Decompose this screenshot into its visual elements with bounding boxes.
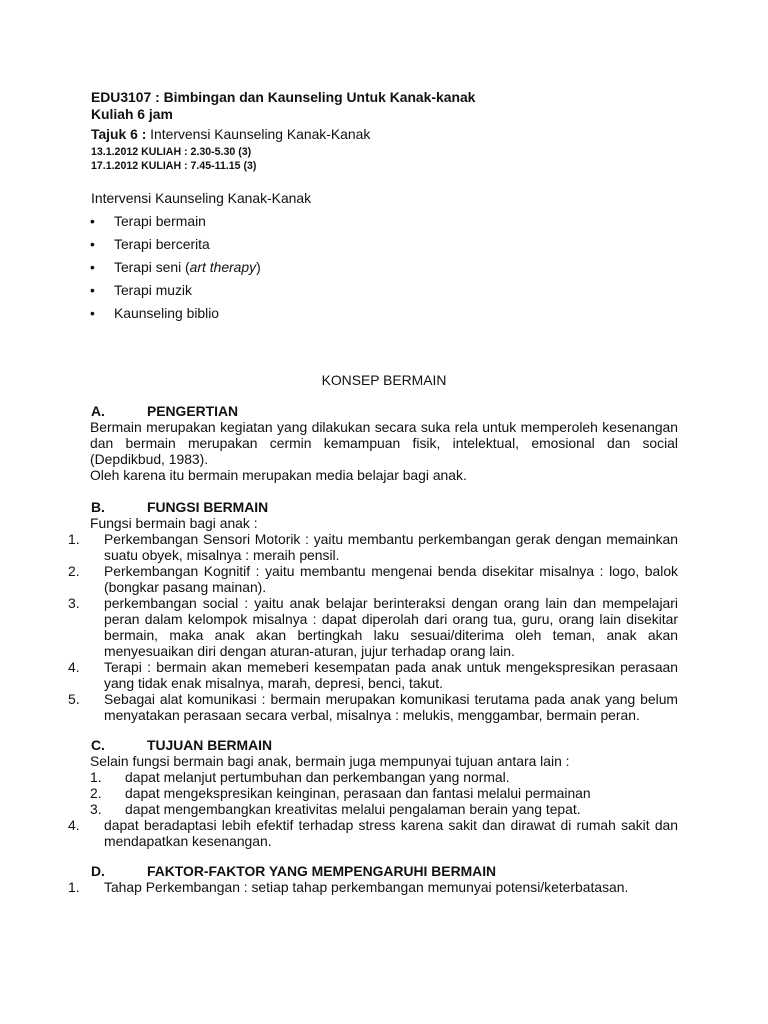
topic-line	[91, 126, 370, 142]
topic-label: Tajuk 6 :	[91, 126, 147, 142]
section-title: FAKTOR-FAKTOR YANG MEMPENGARUHI BERMAIN	[147, 863, 497, 879]
schedule-line-1: 13.1.2012 KULIAH : 2.30-5.30 (3)	[91, 146, 252, 158]
section-letter: C.	[91, 737, 105, 753]
section-paragraph: Bermain merupakan kegiatan yang dilakukan secara suka rela untuk memperoleh kesenangan dan bermain merupakan cermin kemampuan fisik, intelektual, emosional dan social (Depdikbud, 1983). Oleh karena itu bermain merupakan media belajar bagi anak.	[90, 419, 678, 483]
lecture-hours: Kuliah 6 jam	[91, 106, 173, 122]
bullet-icon: •	[90, 236, 95, 252]
topic-text: Intervensi Kaunseling Kanak-Kanak	[146, 126, 371, 142]
section-title: FUNGSI BERMAIN	[147, 499, 269, 515]
section-letter: D.	[91, 863, 105, 879]
bullet-icon: •	[90, 305, 95, 321]
section-letter: A.	[91, 403, 105, 419]
main-title: KONSEP BERMAIN	[321, 372, 447, 388]
section-title: TUJUAN BERMAIN	[147, 737, 273, 753]
bullet-icon: •	[90, 282, 95, 298]
section-intro: Selain fungsi bermain bagi anak, bermain juga mempunyai tujuan antara lain :	[90, 753, 570, 769]
section-intro: Fungsi bermain bagi anak :	[90, 515, 258, 531]
section-title: PENGERTIAN	[147, 403, 239, 419]
bullet-icon: •	[90, 259, 95, 275]
schedule-line-2: 17.1.2012 KULIAH : 7.45-11.15 (3)	[91, 160, 257, 172]
course-title: EDU3107 : Bimbingan dan Kaunseling Untuk Kanak-kanak	[91, 89, 476, 105]
section-letter: B.	[91, 499, 105, 515]
bullet-icon: •	[90, 213, 95, 229]
document-page: EDU3107 : Bimbingan dan Kaunseling Untuk Kanak-kanak Kuliah 6 jam Tajuk 6 : Intervensi Kaunseling Kanak-Kanak 13.1.2012 KULIAH : 2.30-5.30 (3) 17.1.2012 KULIAH : 7.45-11.15 (3) Intervensi Kaunseling Kanak-Kanak • Terapi bermain • Terapi bercerita • Terapi seni (art therapy) • Terapi muzik • Kaunseling biblio KONSEP BERMAIN A. PENGERTIAN Bermain merupakan kegiatan yang dilakukan secara suka rela untuk memperoleh kesenangan dan bermain merupakan cermin kemampuan fisik, intelektual, emosional dan social (Depdikbud, 1983). Oleh karena itu bermain merupakan media belajar bagi anak. B. FUNGSI BERMAIN Fungsi bermain bagi anak : 1. Perkembangan Sensori Motorik : yaitu membantu perkembangan gerak dengan memainkan suatu obyek, misalnya : meraih pensil. 2. Perkembangan Kognitif : yaitu membantu mengenai benda disekitar misalnya : logo, balok (bongkar pasang mainan). 3. perkembangan social : yaitu anak belajar berinteraksi dengan orang lain dan mempelajari peran dalam kelompok misalnya : dapat diperolah dari orang tua, guru, orang lain disekitar bermain, maka anak akan bertingkah laku sesuai/diterima oleh teman, anak akan menyesuaikan diri dengan aturan-aturan, jujur terhadap orang lain. 4. Terapi : bermain akan memeberi kesempatan pada anak untuk mengekspresikan perasaan yang tidak enak misalnya, marah, depresi, benci, takut. 5. Sebagai alat komunikasi : bermain merupakan komunikasi terutama pada anak yang belum menyatakan perasaan secara verbal, misalnya : melukis, menggambar, bermain peran. C. TUJUAN BERMAIN Selain fungsi bermain bagi anak, bermain juga mempunyai tujuan antara lain : 1. dapat melanjut pertumbuhan dan perkembangan yang normal. 2. dapat mengekspresikan keinginan, perasaan dan fantasi melalui permainan 3. dapat mengembangkan kreativitas melalui pengalaman berain yang tepat. 4. dapat beradaptasi lebih efektif terhadap stress karena sakit dan dirawat di rumah sakit dan mendapatkan kesenangan. D. FAKTOR-FAKTOR YANG MEMPENGARUHI BERMAIN 1. Tahap Perkembangan : setiap tahap perkembangan memunyai potensi/keterbatasan.	[0, 0, 768, 1024]
intro-heading: Intervensi Kaunseling Kanak-Kanak	[91, 190, 312, 206]
